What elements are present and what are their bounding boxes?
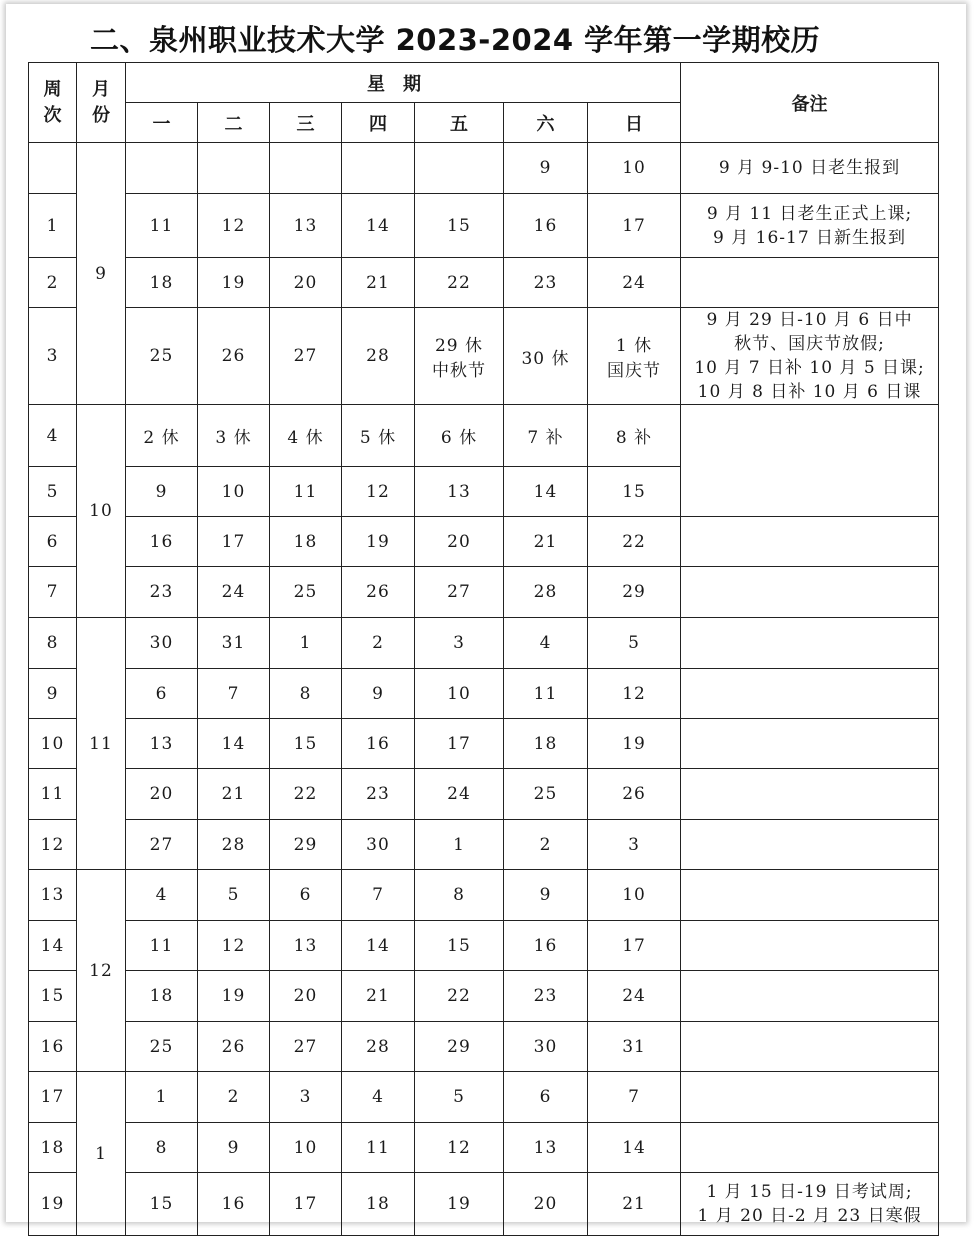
day-cell xyxy=(270,143,342,194)
day-cell: 17 xyxy=(588,194,681,258)
day-cell: 6 xyxy=(126,669,198,719)
day-cell: 23 xyxy=(126,567,198,618)
school-calendar-table xyxy=(28,62,939,1236)
notes-cell xyxy=(681,820,939,870)
day-cell: 22 xyxy=(588,517,681,567)
day-cell: 16 xyxy=(126,517,198,567)
day-cell: 3 休 xyxy=(198,405,270,467)
day-cell: 29 休 中秋节 xyxy=(415,308,504,405)
day-cell: 13 xyxy=(504,1123,588,1173)
month-cell: 1 xyxy=(77,1072,126,1236)
day-cell: 7 补 xyxy=(504,405,588,467)
day-cell: 19 xyxy=(588,719,681,769)
day-cell: 28 xyxy=(342,1022,415,1072)
day-cell: 16 xyxy=(342,719,415,769)
week-number-cell xyxy=(29,143,77,194)
day-cell: 7 xyxy=(588,1072,681,1123)
day-cell: 29 xyxy=(588,567,681,618)
day-cell: 13 xyxy=(270,194,342,258)
day-cell: 15 xyxy=(270,719,342,769)
day-cell: 5 xyxy=(415,1072,504,1123)
notes-cell xyxy=(681,719,939,769)
day-cell: 15 xyxy=(126,1173,198,1236)
day-cell: 11 xyxy=(342,1123,415,1173)
week-number-cell: 2 xyxy=(29,258,77,308)
day-cell xyxy=(342,143,415,194)
day-cell: 23 xyxy=(504,258,588,308)
day-cell: 19 xyxy=(198,258,270,308)
day-cell: 21 xyxy=(198,769,270,820)
day-cell: 11 xyxy=(270,467,342,517)
day-cell: 4 xyxy=(126,870,198,921)
notes-cell xyxy=(681,618,939,669)
header-weekday: 一 xyxy=(126,103,198,143)
day-cell: 12 xyxy=(415,1123,504,1173)
page-title: 二、泉州职业技术大学 2023-2024 学年第一学期校历 xyxy=(90,23,821,57)
day-cell: 12 xyxy=(198,194,270,258)
day-cell: 21 xyxy=(588,1173,681,1236)
notes-cell xyxy=(681,567,939,618)
header-weekday: 日 xyxy=(588,103,681,143)
table-row xyxy=(29,194,939,258)
day-cell: 7 xyxy=(342,870,415,921)
week-number-cell: 12 xyxy=(29,820,77,870)
month-cell: 9 xyxy=(77,143,126,405)
day-cell: 29 xyxy=(415,1022,504,1072)
day-cell: 14 xyxy=(504,467,588,517)
day-cell: 12 xyxy=(588,669,681,719)
day-cell: 2 xyxy=(198,1072,270,1123)
day-cell: 20 xyxy=(270,971,342,1022)
day-cell: 13 xyxy=(270,921,342,971)
table-row xyxy=(29,258,939,308)
day-cell: 21 xyxy=(504,517,588,567)
day-cell: 18 xyxy=(342,1173,415,1236)
day-cell: 20 xyxy=(270,258,342,308)
table-row xyxy=(29,1123,939,1173)
table-row xyxy=(29,820,939,870)
week-number-cell: 14 xyxy=(29,921,77,971)
day-cell: 20 xyxy=(504,1173,588,1236)
day-cell: 17 xyxy=(415,719,504,769)
week-number-cell: 8 xyxy=(29,618,77,669)
day-cell: 10 xyxy=(588,143,681,194)
day-cell: 3 xyxy=(588,820,681,870)
day-cell: 2 休 xyxy=(126,405,198,467)
day-cell xyxy=(126,143,198,194)
day-cell: 10 xyxy=(270,1123,342,1173)
month-cell: 12 xyxy=(77,870,126,1072)
day-cell: 11 xyxy=(126,921,198,971)
day-cell: 9 xyxy=(198,1123,270,1173)
day-cell: 25 xyxy=(270,567,342,618)
notes-cell: 1 月 15 日-19 日考试周; 1 月 20 日-2 月 23 日寒假 xyxy=(681,1173,939,1236)
day-cell: 25 xyxy=(126,1022,198,1072)
table-row xyxy=(29,517,939,567)
header-weekday: 六 xyxy=(504,103,588,143)
table-row xyxy=(29,618,939,669)
day-cell: 26 xyxy=(198,1022,270,1072)
day-cell: 3 xyxy=(415,618,504,669)
notes-cell xyxy=(681,1022,939,1072)
week-number-cell: 7 xyxy=(29,567,77,618)
day-cell: 9 xyxy=(504,870,588,921)
day-cell: 4 xyxy=(342,1072,415,1123)
day-cell: 24 xyxy=(588,971,681,1022)
day-cell: 18 xyxy=(270,517,342,567)
day-cell: 10 xyxy=(415,669,504,719)
header-weekday-group: 星期 xyxy=(126,63,681,103)
day-cell: 1 休 国庆节 xyxy=(588,308,681,405)
day-cell: 26 xyxy=(198,308,270,405)
day-cell: 25 xyxy=(504,769,588,820)
day-cell: 5 休 xyxy=(342,405,415,467)
day-cell: 15 xyxy=(588,467,681,517)
day-cell: 17 xyxy=(270,1173,342,1236)
notes-cell xyxy=(681,1072,939,1123)
notes-cell xyxy=(681,921,939,971)
day-cell: 3 xyxy=(270,1072,342,1123)
day-cell xyxy=(415,143,504,194)
day-cell: 17 xyxy=(588,921,681,971)
day-cell: 6 xyxy=(504,1072,588,1123)
day-cell: 19 xyxy=(198,971,270,1022)
day-cell: 13 xyxy=(126,719,198,769)
day-cell: 10 xyxy=(588,870,681,921)
week-number-cell: 5 xyxy=(29,467,77,517)
week-number-cell: 4 xyxy=(29,405,77,467)
day-cell: 5 xyxy=(198,870,270,921)
notes-cell xyxy=(681,517,939,567)
day-cell: 8 xyxy=(270,669,342,719)
day-cell: 16 xyxy=(504,194,588,258)
day-cell: 12 xyxy=(342,467,415,517)
day-cell: 11 xyxy=(126,194,198,258)
day-cell: 15 xyxy=(415,194,504,258)
notes-cell: 9 月 9-10 日老生报到 xyxy=(681,143,939,194)
day-cell: 27 xyxy=(415,567,504,618)
day-cell: 26 xyxy=(342,567,415,618)
week-number-cell: 1 xyxy=(29,194,77,258)
month-cell: 11 xyxy=(77,618,126,870)
day-cell: 17 xyxy=(198,517,270,567)
table-row xyxy=(29,971,939,1022)
day-cell: 20 xyxy=(126,769,198,820)
header-notes: 备注 xyxy=(681,63,939,143)
table-row xyxy=(29,1072,939,1123)
day-cell: 20 xyxy=(415,517,504,567)
table-row xyxy=(29,143,939,194)
header-weekday: 五 xyxy=(415,103,504,143)
day-cell: 27 xyxy=(126,820,198,870)
week-number-cell: 19 xyxy=(29,1173,77,1236)
header-weekday: 三 xyxy=(270,103,342,143)
notes-cell: 9 月 29 日-10 月 6 日中 秋节、国庆节放假; 10 月 7 日补 10 月 5 日课; 10 月 8 日补 10 月 6 日课 xyxy=(681,308,939,405)
day-cell: 28 xyxy=(342,308,415,405)
month-cell: 10 xyxy=(77,405,126,618)
notes-cell xyxy=(681,258,939,308)
day-cell: 22 xyxy=(415,258,504,308)
day-cell: 18 xyxy=(504,719,588,769)
day-cell: 23 xyxy=(342,769,415,820)
day-cell: 9 xyxy=(126,467,198,517)
notes-cell xyxy=(681,405,939,517)
day-cell: 11 xyxy=(504,669,588,719)
day-cell: 21 xyxy=(342,971,415,1022)
day-cell: 19 xyxy=(342,517,415,567)
notes-cell xyxy=(681,1123,939,1173)
day-cell: 25 xyxy=(126,308,198,405)
day-cell: 24 xyxy=(198,567,270,618)
day-cell: 4 休 xyxy=(270,405,342,467)
day-cell: 29 xyxy=(270,820,342,870)
calendar-body xyxy=(29,143,939,1236)
week-number-cell: 13 xyxy=(29,870,77,921)
week-number-cell: 3 xyxy=(29,308,77,405)
day-cell: 26 xyxy=(588,769,681,820)
table-row xyxy=(29,719,939,769)
day-cell: 8 xyxy=(415,870,504,921)
day-cell: 28 xyxy=(504,567,588,618)
day-cell: 8 xyxy=(126,1123,198,1173)
day-cell: 14 xyxy=(342,194,415,258)
day-cell: 21 xyxy=(342,258,415,308)
day-cell: 15 xyxy=(415,921,504,971)
week-number-cell: 6 xyxy=(29,517,77,567)
week-number-cell: 9 xyxy=(29,669,77,719)
day-cell: 28 xyxy=(198,820,270,870)
table-row xyxy=(29,769,939,820)
day-cell: 27 xyxy=(270,308,342,405)
day-cell: 8 补 xyxy=(588,405,681,467)
week-number-cell: 17 xyxy=(29,1072,77,1123)
table-row xyxy=(29,921,939,971)
week-number-cell: 16 xyxy=(29,1022,77,1072)
table-row xyxy=(29,1173,939,1236)
notes-cell xyxy=(681,669,939,719)
day-cell: 5 xyxy=(588,618,681,669)
day-cell: 13 xyxy=(415,467,504,517)
day-cell: 16 xyxy=(198,1173,270,1236)
day-cell: 1 xyxy=(270,618,342,669)
day-cell: 27 xyxy=(270,1022,342,1072)
day-cell: 2 xyxy=(342,618,415,669)
table-row xyxy=(29,567,939,618)
day-cell: 24 xyxy=(588,258,681,308)
header-week-number: 周 次 xyxy=(29,63,77,143)
day-cell: 30 xyxy=(342,820,415,870)
day-cell: 16 xyxy=(504,921,588,971)
day-cell: 7 xyxy=(198,669,270,719)
table-row xyxy=(29,1022,939,1072)
day-cell: 9 xyxy=(504,143,588,194)
day-cell: 19 xyxy=(415,1173,504,1236)
day-cell: 1 xyxy=(415,820,504,870)
day-cell: 22 xyxy=(270,769,342,820)
day-cell: 4 xyxy=(504,618,588,669)
notes-cell: 9 月 11 日老生正式上课; 9 月 16-17 日新生报到 xyxy=(681,194,939,258)
day-cell: 23 xyxy=(504,971,588,1022)
header-weekday: 二 xyxy=(198,103,270,143)
day-cell: 1 xyxy=(126,1072,198,1123)
day-cell: 30 休 xyxy=(504,308,588,405)
table-row xyxy=(29,870,939,921)
week-number-cell: 18 xyxy=(29,1123,77,1173)
table-row xyxy=(29,308,939,405)
notes-cell xyxy=(681,769,939,820)
day-cell: 14 xyxy=(342,921,415,971)
day-cell: 30 xyxy=(126,618,198,669)
day-cell: 2 xyxy=(504,820,588,870)
week-number-cell: 11 xyxy=(29,769,77,820)
day-cell: 31 xyxy=(588,1022,681,1072)
day-cell: 14 xyxy=(198,719,270,769)
notes-cell xyxy=(681,971,939,1022)
day-cell: 14 xyxy=(588,1123,681,1173)
day-cell: 9 xyxy=(342,669,415,719)
notes-cell xyxy=(681,870,939,921)
day-cell: 12 xyxy=(198,921,270,971)
header-month: 月 份 xyxy=(77,63,126,143)
table-row xyxy=(29,669,939,719)
day-cell: 6 休 xyxy=(415,405,504,467)
day-cell: 31 xyxy=(198,618,270,669)
day-cell: 22 xyxy=(415,971,504,1022)
day-cell: 10 xyxy=(198,467,270,517)
week-number-cell: 15 xyxy=(29,971,77,1022)
table-row xyxy=(29,405,939,467)
day-cell: 18 xyxy=(126,258,198,308)
week-number-cell: 10 xyxy=(29,719,77,769)
header-weekday: 四 xyxy=(342,103,415,143)
day-cell: 6 xyxy=(270,870,342,921)
day-cell: 18 xyxy=(126,971,198,1022)
day-cell: 30 xyxy=(504,1022,588,1072)
day-cell: 24 xyxy=(415,769,504,820)
day-cell xyxy=(198,143,270,194)
